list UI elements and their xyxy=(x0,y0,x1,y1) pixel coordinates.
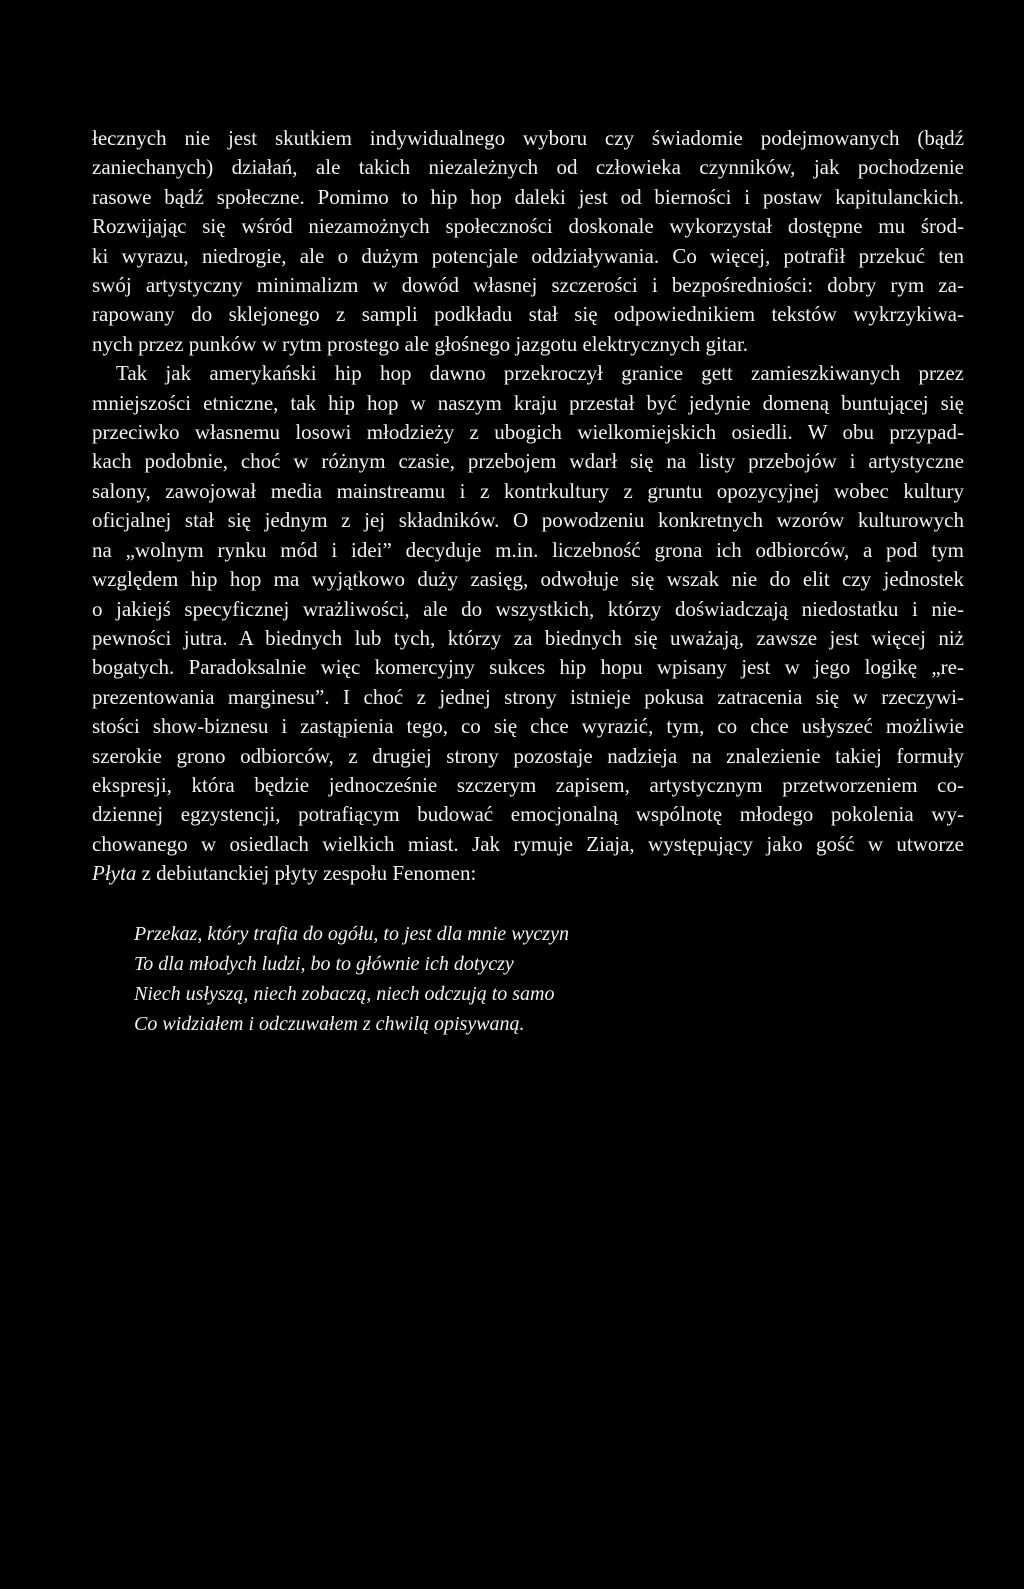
text-line: na „wolnym rynku mód i idei” decyduje m.in. liczebność grona ich odbiorców, a pod tym xyxy=(92,537,964,562)
text-line: swój artystyczny minimalizm w dowód własnej szczerości i bezpośredniości: dobry rym za- xyxy=(92,273,964,298)
verse-line: To dla młodych ludzi, bo to głównie ich dotyczy xyxy=(134,952,514,975)
text-line: pewności jutra. A biednych lub tych, którzy za biednych się uważają, zawsze jest więcej niż xyxy=(92,625,964,650)
text-line: nych przez punków w rytm prostego ale głośnego jazgotu elektrycznych gitar. xyxy=(92,331,749,356)
text-line: kach podobnie, choć w różnym czasie, przebojem wdarł się na listy przebojów i artystyczne xyxy=(92,449,964,474)
text-line: o jakiejś specyficznej wrażliwości, ale do wszystkich, którzy doświadczają niedostatku i nie- xyxy=(92,596,964,621)
text-line xyxy=(92,859,964,888)
text-line: ki wyrazu, niedrogie, ale o dużym potencjale oddziaływania. Co więcej, potrafił przekuć ten xyxy=(92,243,964,268)
text-line: przeciwko własnemu losowi młodzieży z ubogich wielkomiejskich osiedli. W obu przypad- xyxy=(92,420,964,445)
text-line: ekspresji, która będzie jednocześnie szczerym zapisem, artystycznym przetworzeniem co- xyxy=(92,772,964,797)
text-line: mniejszości etniczne, tak hip hop w naszym kraju przestał być jedynie domeną buntującej się xyxy=(92,390,964,415)
verse-line: Co widziałem i odczuwałem z chwilą opisywaną. xyxy=(134,1012,525,1035)
text-line: łecznych nie jest skutkiem indywidualnego wyboru czy świadomie podejmowanych (bądź xyxy=(92,126,964,150)
text-line: oficjalnej stał się jednym z jej składników. O powodzeniu konkretnych wzorów kulturowych xyxy=(92,508,964,533)
text-line: Tak jak amerykański hip hop dawno przekroczył granice gett zamieszkiwanych przez xyxy=(116,361,964,386)
text-line: prezentowania marginesu”. I choć z jednej strony istnieje pokusa zatracenia się w rzeczywi- xyxy=(92,684,964,709)
song-title: Płyta xyxy=(92,861,137,886)
verse-line: Niech usłyszą, niech zobaczą, niech odczują to samo xyxy=(134,982,555,1005)
quoted-verse xyxy=(92,919,964,1039)
text-line: względem hip hop ma wyjątkowo duży zasięg, odwołuje się wszak nie do elit czy jednostek xyxy=(92,567,964,592)
text-line: szerokie grono odbiorców, z drugiej strony pozostaje nadzieja na znalezienie takiej formuły xyxy=(92,743,964,768)
document-page xyxy=(92,124,964,1039)
verse-line: Przekaz, który trafia do ogółu, to jest dla mnie wyczyn xyxy=(134,922,569,945)
text-line: dziennej egzystencji, potrafiącym budować emocjonalną wspólnotę młodego pokolenia wy- xyxy=(92,802,964,827)
text-line: Rozwijając się wśród niezamożnych społeczności doskonale wykorzystał dostępne mu środ- xyxy=(92,214,964,239)
text-line: chowanego w osiedlach wielkich miast. Jak rymuje Ziaja, występujący jako gość w utworze xyxy=(92,831,964,856)
text-line: rasowe bądź społeczne. Pomimo to hip hop daleki jest od bierności i postaw kapitulanckich. xyxy=(92,184,964,209)
text-line: zaniechanych) działań, ale takich niezależnych od człowieka czynników, jak pochodzenie xyxy=(92,155,964,180)
paragraph-1 xyxy=(92,124,964,359)
paragraph-2 xyxy=(92,359,964,888)
text-line: stości show-biznesu i zastąpienia tego, co się chce wyrazić, tym, co chce usłyszeć możliwie xyxy=(92,714,964,739)
text-fragment: z debiutanckiej płyty zespołu Fenomen: xyxy=(136,861,477,886)
text-line: bogatych. Paradoksalnie więc komercyjny sukces hip hopu wpisany jest w jego logikę „re- xyxy=(92,655,964,680)
text-line: salony, zawojował media mainstreamu i z kontrkultury z gruntu opozycyjnej wobec kultury xyxy=(92,478,964,503)
text-line: rapowany do sklejonego z sampli podkładu stał się odpowiednikiem tekstów wykrzykiwa- xyxy=(92,302,964,327)
